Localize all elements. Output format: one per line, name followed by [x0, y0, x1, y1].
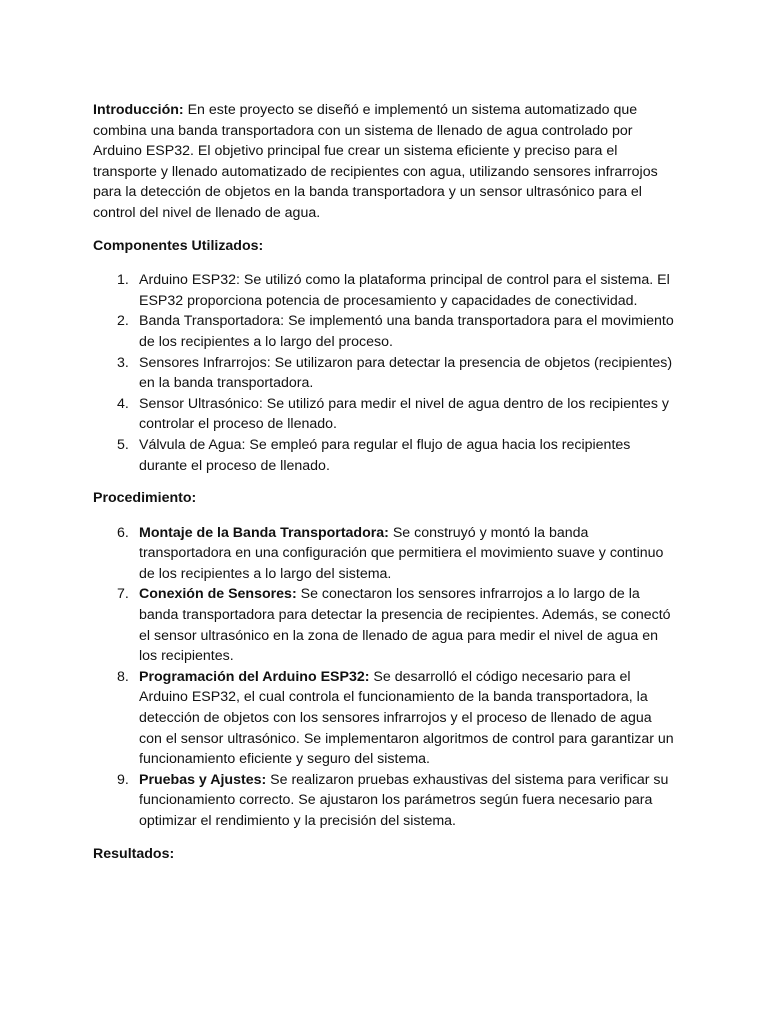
list-item-text: Arduino ESP32: Se utilizó como la plataforma principal de control para el sistema. El ESP32 proporciona potencia de procesamiento y capacidades de conectividad.: [139, 272, 670, 309]
list-item-number: 1.: [117, 272, 129, 289]
list-item-body: Se conectaron los sensores infrarrojos a lo largo de la banda transportadora para detectar la presencia de recipientes. Además, se conectó el sensor ultrasónico en la zona de llenado de agua para medir el nivel de agua en los recipientes.: [139, 586, 671, 665]
list-item-label: Conexión de Sensores:: [139, 586, 297, 603]
list-item-number: 6.: [117, 524, 129, 541]
list-item-label: Montaje de la Banda Transportadora:: [139, 524, 389, 541]
list-item: [93, 435, 675, 476]
list-item-number: 5.: [117, 436, 129, 453]
list-item-text: [139, 667, 675, 770]
list-item-number: 8.: [117, 668, 129, 685]
list-item-number: 2.: [117, 313, 129, 330]
list-item: [93, 523, 675, 585]
list-item-number: 7.: [117, 586, 129, 603]
list-item-text: [139, 770, 675, 832]
list-item-body: Se desarrolló el código necesario para el Arduino ESP32, el cual controla el funcionamiento de la banda transportadora, la detección de objetos con los sensores infrarrojos y el proceso de llenado de agua con el sensor ultrasónico. Se implementaron algoritmos de control para garantizar un funcionamiento eficiente y seguro del sistema.: [139, 668, 674, 768]
list-item-text: Válvula de Agua: Se empleó para regular el flujo de agua hacia los recipientes durante el proceso de llenado.: [139, 436, 631, 474]
procedure-heading: Procedimiento:: [93, 490, 197, 507]
list-item: [93, 270, 675, 311]
list-item: [93, 353, 675, 394]
results-heading: Resultados:: [93, 845, 175, 862]
list-item-number: 4.: [117, 395, 129, 412]
list-item-text: Banda Transportadora: Se implementó una banda transportadora para el movimiento de los recipientes a lo largo del proceso.: [139, 313, 674, 350]
list-item-text: [139, 584, 675, 666]
list-item: [93, 394, 675, 435]
list-item-number: 3.: [117, 354, 129, 371]
components-list: [93, 270, 675, 476]
list-item-text: [139, 523, 675, 585]
list-item-body: Se construyó y montó la banda transportadora en una configuración que permitiera el movimiento suave y continuo de los recipientes a lo largo del sistema.: [139, 524, 664, 582]
procedure-list: [93, 523, 675, 832]
list-item-number: 9.: [117, 771, 129, 788]
intro-paragraph: [93, 100, 675, 224]
intro-label: Introducción:: [93, 102, 184, 118]
list-item-text: Sensores Infrarrojos: Se utilizaron para detectar la presencia de objetos (recipientes) en la banda transportadora.: [139, 354, 673, 392]
list-item-body: Se realizaron pruebas exhaustivas del sistema para verificar su funcionamiento correcto. Se ajustaron los parámetros según fuera necesario para optimizar el rendimiento y la precisión del sistema.: [139, 771, 669, 829]
intro-text: En este proyecto se diseñó e implementó un sistema automatizado que combina una banda transportadora con un sistema de llenado de agua controlado por Arduino ESP32. El objetivo principal fue crear un sistema eficiente y preciso para el transporte y llenado automatizado de recipientes con agua, utilizando sensores infrarrojos para la detección de objetos en la banda transportadora y un sensor ultrasónico para el control del nivel de llenado de agua.: [93, 102, 658, 221]
list-item: [93, 770, 675, 832]
components-heading: Componentes Utilizados:: [93, 237, 264, 254]
list-item-label: Programación del Arduino ESP32:: [139, 668, 370, 685]
list-item: [93, 584, 675, 666]
document-body: [93, 100, 675, 878]
list-item: [93, 311, 675, 352]
list-item-label: Pruebas y Ajustes:: [139, 771, 267, 788]
list-item-text: Sensor Ultrasónico: Se utilizó para medir el nivel de agua dentro de los recipientes y controlar el proceso de llenado.: [139, 395, 669, 433]
list-item: [93, 667, 675, 770]
